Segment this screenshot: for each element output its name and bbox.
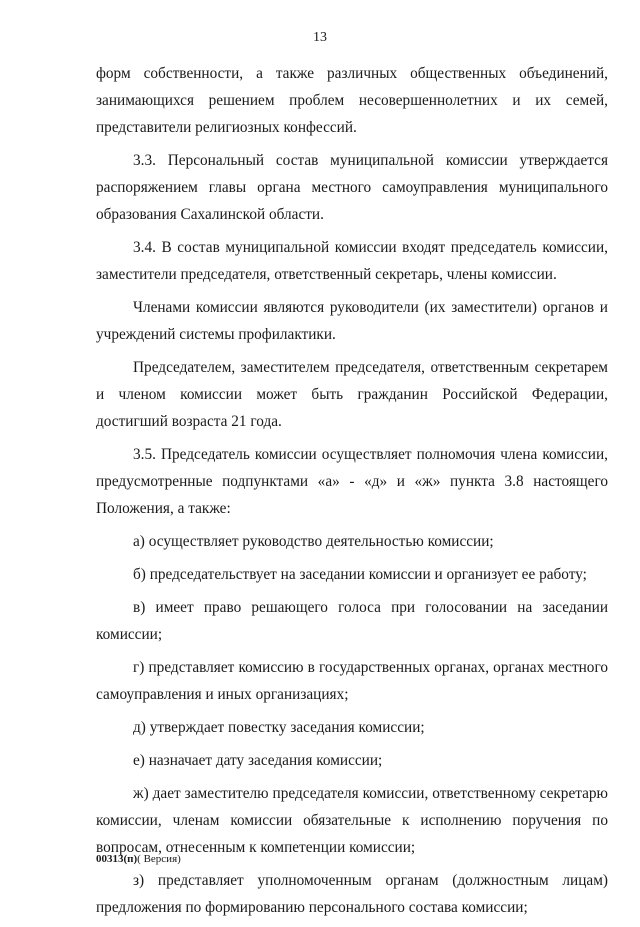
paragraph-members: Членами комиссии являются руководители (их заместители) органов и учреждений системы профилактики.: [96, 299, 608, 343]
paragraph-3-3: 3.3. Персональный состав муниципальной комиссии утверждается распоряжением главы органа местного самоуправления муниципального образования Сахалинской области.: [96, 152, 608, 223]
page-number: 13: [313, 30, 327, 45]
paragraph-continuation: форм собственности, а также различных общественных объединений, занимающихся решением проблем несовершеннолетних и их семей, представители религиозных конфессий.: [96, 65, 608, 136]
document-version: ( Версия): [137, 853, 181, 865]
document-footer: [96, 853, 181, 865]
paragraph-3-5: 3.5. Председатель комиссии осуществляет полномочия члена комиссии, предусмотренные подпунктами «а» - «д» и «ж» пункта 3.8 настоящего Положения, а также:: [96, 446, 608, 517]
list-item-g: г) представляет комиссию в государственных органах, органах местного самоуправления и иных организациях;: [96, 659, 608, 703]
list-item-d: д) утверждает повестку заседания комиссии;: [133, 719, 425, 736]
list-item-v: в) имеет право решающего голоса при голосовании на заседании комиссии;: [96, 599, 608, 643]
list-item-a: а) осуществляет руководство деятельностью комиссии;: [133, 533, 494, 550]
list-item-e: е) назначает дату заседания комиссии;: [133, 752, 383, 769]
paragraph-3-4: 3.4. В состав муниципальной комиссии входят председатель комиссии, заместители председателя, ответственный секретарь, члены комиссии.: [96, 239, 608, 283]
list-item-z: з) представляет уполномоченным органам (должностным лицам) предложения по формированию персонального состава комиссии;: [96, 872, 608, 916]
paragraph-chairman-eligibility: Председателем, заместителем председателя, ответственным секретарем и членом комиссии может быть гражданин Российской Федерации, достигший возраста 21 года.: [96, 359, 608, 430]
list-item-b: б) председательствует на заседании комиссии и организует ее работу;: [133, 566, 587, 583]
document-code: 00313(п): [96, 853, 138, 865]
list-item-zh: ж) дает заместителю председателя комиссии, ответственному секретарю комиссии, членам комиссии обязательные к исполнению поручения по вопросам, отнесенным к компетенции комиссии;: [96, 785, 608, 856]
document-body: [96, 60, 608, 927]
